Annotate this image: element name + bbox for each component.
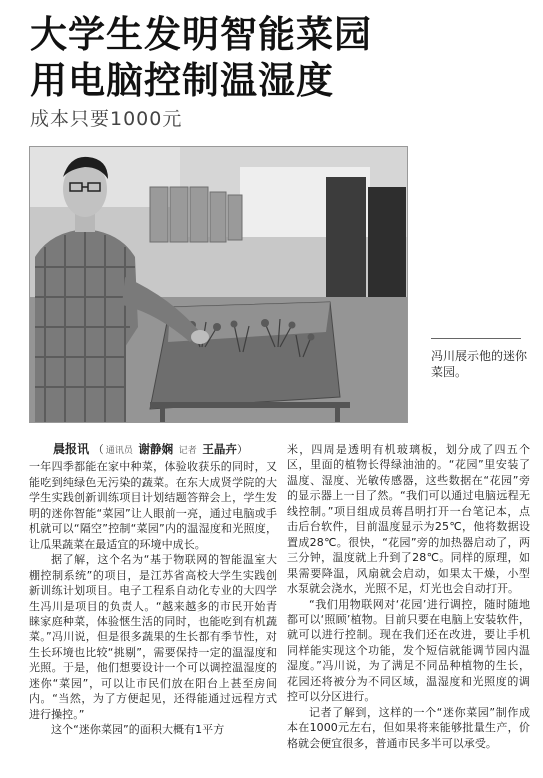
byline-close-paren: ）	[236, 443, 249, 456]
lab-photo-illustration	[30, 147, 408, 423]
headline-line-1: 大学生发明智能菜园	[30, 13, 372, 56]
body-paragraph: 记者了解到，这样的一个“迷你菜园”制作成本在1000元左右，但如果将来能够批量生产，价格就会便宜很多，普通市民多半可以承受。	[287, 705, 530, 750]
byline-correspondent: 谢静娴	[138, 442, 174, 456]
caption-rule	[431, 338, 521, 339]
body-paragraph: 米，四周是透明有机玻璃板，划分成了四五个区，里面的植物长得绿油油的。“花园”里安装了温度、湿度、光敏传感器，这些数据在“花园”旁的显示器上一目了然。“我们可以通过电脑远程无线控制。”项目组成员蒋昌明打开一台笔记本，点击后台软件，目前温度显示为25℃，他将数据设置成28℃。很快，“花园”旁的加热器启动了，两三分钟，温度就上升到了28℃。同样的原理，如果需要降温，风扇就会启动，如果太干燥，小型水泵就会浇水，光照不足，灯光也会自动打开。	[287, 443, 530, 596]
body-paragraph: 据了解，这个名为“基于物联网的智能温室大棚控制系统”的项目，是江苏省高校大学生实践创新训练计划项目。电子工程系自动化专业的大四学生冯川是项目的负责人。“越来越多的市民开始青睐家庭种菜，体验惬生活的同时，也能吃到有机蔬菜。”冯川说，但是很多蔬果的生长都有季节性，对生长环境也比较“挑剔”，需要保持一定的温湿度和光照。于是，他们想要设计一个可以调控温湿度的迷你“菜园”，可以让市民们放在阳台上甚至房间内。“当然，为了方便起见，还得能通过远程方式进行操控。”	[29, 553, 277, 721]
byline-open-paren: （	[92, 443, 104, 456]
byline-reporter: 王晶卉	[202, 442, 237, 456]
article-column-right	[287, 442, 530, 751]
subheadline: 成本只要1000元	[30, 108, 183, 130]
photo-caption: 冯川展示他的迷你菜园。	[431, 349, 528, 379]
byline-role-reporter: 记者	[178, 446, 197, 456]
headline	[30, 12, 372, 104]
body-paragraph: 一年四季都能在家中种菜，体验收获乐的同时，又能吃到纯绿色无污染的蔬菜。在东大成贤学院的大学生实践创新训练项目计划结题答辩会上，学生发明的迷你智能“菜园”让人眼前一亮，通过电脑或手机就可以“隔空”控制“菜园”内的温湿度和光照度，让瓜果蔬菜在最适宜的环境中成长。	[29, 460, 277, 551]
byline	[29, 442, 277, 459]
article-photo	[29, 146, 408, 423]
article-column-left	[29, 442, 277, 738]
headline-line-2: 用电脑控制温湿度	[30, 59, 334, 102]
body-paragraph: “我们用物联网对‘花园’进行调控，随时随地都可以‘照顾’植物。目前只要在电脑上安装软件，就可以进行控制。现在我们还在改进，要让手机同样能实现这个功能，发个短信就能调节园内温湿度。”冯川说，为了满足不同品种植物的生长，花园还将被分为不同区域，温湿度和光照度的调控可以分区进行。	[287, 597, 530, 704]
byline-source: 晨报讯	[53, 442, 90, 456]
body-paragraph: 这个“迷你菜园”的面积大概有1平方	[51, 723, 225, 737]
byline-role-correspondent: 通讯员	[105, 446, 133, 456]
